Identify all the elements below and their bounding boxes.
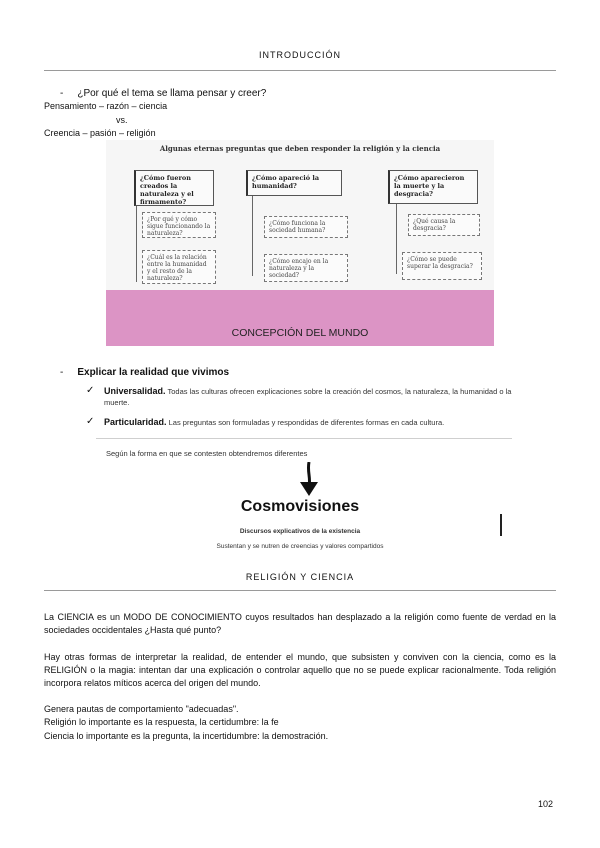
question-box-death: ¿Cómo aparecieron la muerte y la desgracia? xyxy=(388,170,478,204)
cosmovisiones-subtitle: Discursos explicativos de la existencia xyxy=(239,528,361,535)
cosmovisiones-caption: Sustentan y se nutren de creencias y valores compartidos xyxy=(216,543,384,550)
pensamiento-line: Pensamiento – razón – ciencia xyxy=(44,101,168,111)
sub-question-box: ¿Cómo se puede superar la desgracia? xyxy=(402,252,482,280)
checkmark-icon: ✓ xyxy=(86,416,95,427)
down-arrow-icon xyxy=(296,462,322,498)
particularity-item xyxy=(104,417,516,428)
particularity-text: Las preguntas son formuladas y respondidas de diferentes formas en cada cultura. xyxy=(166,418,445,427)
particularity-title: Particularidad. xyxy=(104,417,167,427)
page-number: 102 xyxy=(538,799,554,809)
cosmovisiones-title: Cosmovisiones xyxy=(240,498,360,515)
question-box-creation: ¿Cómo fueron creados la naturaleza y el firmamento? xyxy=(134,170,214,206)
header-divider xyxy=(44,70,556,71)
vs-line: vs. xyxy=(116,115,128,125)
segun-text: Según la forma en que se contesten obtendremos diferentes xyxy=(106,449,308,458)
question-text: ¿Por qué el tema se llama pensar y creer? xyxy=(77,88,267,99)
religion-line: Religión lo importante es la respuesta, la certidumbre: la fe xyxy=(44,717,279,727)
eternal-questions-figure xyxy=(106,140,494,290)
bullet-dash: - xyxy=(60,367,64,378)
connector-line xyxy=(396,204,397,274)
sub-question-box: ¿Qué causa la desgracia? xyxy=(408,214,480,236)
universality-text: Todas las culturas ofrecen explicaciones sobre la creación del cosmos, la naturaleza, la humanidad o la muerte. xyxy=(104,387,512,407)
explain-reality-bullet xyxy=(60,367,229,378)
connector-line xyxy=(136,206,137,282)
section-title-introduccion: INTRODUCCIÓN xyxy=(259,50,341,60)
behavior-line: Genera pautas de comportamiento "adecuadas". xyxy=(44,704,239,714)
ciencia-line: Ciencia lo importante es la pregunta, la incertidumbre: la demostración. xyxy=(44,731,329,741)
creencia-line: Creencia – pasión – religión xyxy=(44,128,156,138)
paragraph-ciencia: La CIENCIA es un MODO DE CONOCIMIENTO cuyos resultados han desplazado a la religión como fuente de verdad en la sociedades occidentales ¿Hasta qué punto? xyxy=(44,612,556,635)
universality-item xyxy=(104,386,516,408)
checkmark-icon: ✓ xyxy=(86,385,95,396)
paragraph-religion: Hay otras formas de interpretar la realidad, de entender el mundo, que subsisten y conviven con la ciencia, como es la RELIGIÓN o la magia: intentan dar una explicación o controlar aquello que no se puede explicar racionalmente. Toda religión incorpora relatos míticos acerca del origen del mundo. xyxy=(44,652,556,688)
section-title-religion-ciencia: RELIGIÓN Y CIENCIA xyxy=(245,572,355,582)
explain-reality-text: Explicar la realidad que vivimos xyxy=(77,367,230,378)
sub-question-box: ¿Cuál es la relación entre la humanidad y el resto de la naturaleza? xyxy=(142,250,216,284)
connector-line xyxy=(252,196,253,276)
universality-title: Universalidad. xyxy=(104,386,166,396)
header-divider xyxy=(44,590,556,591)
question-bullet xyxy=(60,88,266,99)
sub-question-box: ¿Cómo funciona la sociedad humana? xyxy=(264,216,348,238)
sub-question-box: ¿Cómo encajo en la naturaleza y la sociedad? xyxy=(264,254,348,282)
sub-question-box: ¿Por qué y cómo sigue funcionando la naturaleza? xyxy=(142,212,216,238)
worldview-banner-label: CONCEPCIÓN DEL MUNDO xyxy=(231,327,369,339)
figure-title: Algunas eternas preguntas que deben responder la religión y la ciencia xyxy=(159,144,441,153)
question-box-humanity: ¿Cómo apareció la humanidad? xyxy=(246,170,342,196)
bullet-dash: - xyxy=(60,88,64,99)
scan-divider xyxy=(96,438,512,439)
text-cursor-mark xyxy=(500,514,502,536)
